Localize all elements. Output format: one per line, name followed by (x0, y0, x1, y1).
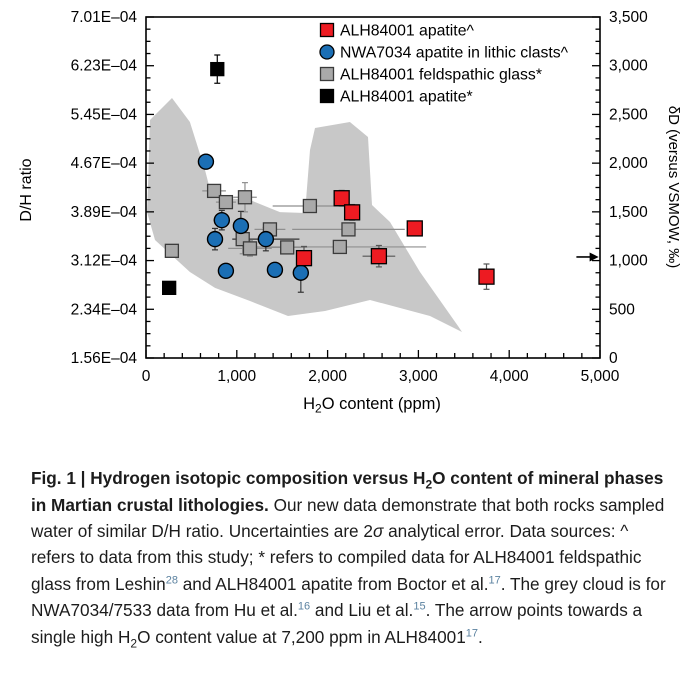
y-left-tick-label: 5.45E–04 (70, 106, 137, 124)
data-point (198, 154, 213, 169)
y-right-tick-label: 2,500 (609, 106, 648, 124)
citation-ref: 16 (297, 600, 311, 613)
caption-text: Our new data demonstrate that both rocks sampled water of similar D/H ratio. Uncertainties are 2 (31, 494, 665, 541)
data-point (238, 191, 251, 204)
legend-marker (321, 24, 334, 37)
caption-text: O content of mineral phases in Martian crustal lithologies. (31, 468, 664, 515)
caption-text: . The arrow points towards a single high H (31, 600, 643, 647)
citation-ref: 17 (465, 626, 479, 639)
y-left-tick-label: 3.12E–04 (70, 252, 137, 270)
x-tick-label: 1,000 (217, 368, 257, 385)
data-point (243, 242, 256, 255)
data-point (479, 269, 494, 284)
data-point (407, 221, 422, 236)
caption-text: O content value at 7,200 ppm in ALH84001 (137, 626, 466, 647)
y-right-tick-label: 1,500 (609, 203, 648, 221)
data-point (293, 265, 308, 280)
data-point (258, 232, 273, 247)
legend-label: ALH84001 apatite^ (340, 22, 474, 40)
data-point (342, 223, 355, 236)
data-point (219, 196, 232, 209)
y-right-tick-label: 500 (609, 301, 635, 319)
legend-marker (321, 90, 334, 103)
y-left-tick-label: 6.23E–04 (70, 57, 137, 75)
data-point (267, 262, 282, 277)
data-point (333, 240, 346, 253)
data-point (214, 213, 229, 228)
caption-text: Fig. 1 | Hydrogen isotopic composition versus H (31, 468, 426, 489)
legend-marker (321, 68, 334, 81)
y-right-tick-label: 3,000 (609, 57, 648, 75)
citation-ref: 15 (413, 600, 426, 613)
x-tick-label: 5,000 (580, 368, 620, 385)
data-point (334, 191, 349, 206)
data-point (281, 241, 294, 254)
x-axis-title: $H_2O$ content (ppm) (303, 395, 441, 416)
citation-ref: 28 (165, 574, 178, 587)
y-right-tick-label: 1,000 (609, 252, 648, 270)
y-left-tick-label: 3.89E–04 (70, 203, 137, 221)
data-point (303, 200, 316, 213)
caption-text: and Liu et al. (310, 600, 414, 621)
legend-item (320, 45, 569, 62)
y-axis-title-left: D/H ratio (18, 158, 35, 222)
legend-item (321, 67, 542, 84)
data-point (208, 232, 223, 247)
data-point (345, 205, 360, 220)
figure-caption (31, 465, 676, 650)
cloud-region (147, 98, 462, 332)
data-point (296, 251, 311, 266)
y-left-tick-label: 1.56E–04 (70, 350, 137, 367)
data-point (165, 244, 178, 257)
legend-label: ALH84001 apatite* (340, 88, 473, 106)
caption-text: . (478, 626, 483, 647)
legend-item (321, 89, 473, 106)
caption-text: and ALH84001 apatite from Boctor et al. (177, 573, 489, 594)
caption-text: 2 (130, 636, 138, 651)
caption-text: . The grey cloud is for NWA7034/7533 data from Hu et al. (31, 573, 666, 621)
data-point (233, 218, 248, 233)
data-point (208, 184, 221, 197)
legend-label: NWA7034 apatite in lithic clasts^ (340, 44, 569, 62)
data-point (211, 63, 224, 76)
caption-text: σ (372, 521, 384, 541)
y-right-tick-label: 3,500 (609, 9, 648, 26)
legend-label: ALH84001 feldspathic glass* (340, 66, 542, 84)
data-point (371, 249, 386, 264)
y-axis-title-right: δD (versus VSMOW, ‰) (665, 105, 682, 269)
y-left-tick-label: 4.67E–04 (70, 155, 137, 173)
legend-marker (320, 45, 334, 59)
y-right-tick-label: 2,000 (609, 155, 648, 173)
x-tick-label: 2,000 (308, 368, 347, 385)
data-point (218, 263, 233, 278)
caption-text: analytical error. Data sources: ^ refers to data from this study; * refers to compiled data for ALH84001 feldspathic glass from Leshin (31, 521, 642, 594)
data-point (163, 281, 176, 294)
y-left-tick-label: 7.01E–04 (70, 9, 137, 26)
y-right-tick-label: 0 (609, 350, 618, 367)
citation-ref: 17 (488, 574, 501, 587)
x-tick-label: 4,000 (489, 368, 529, 385)
caption-text: 2 (425, 477, 433, 492)
legend-item (321, 23, 475, 40)
y-left-tick-label: 2.34E–04 (70, 301, 137, 319)
x-tick-label: 0 (141, 368, 151, 385)
x-tick-label: 3,000 (399, 368, 438, 385)
